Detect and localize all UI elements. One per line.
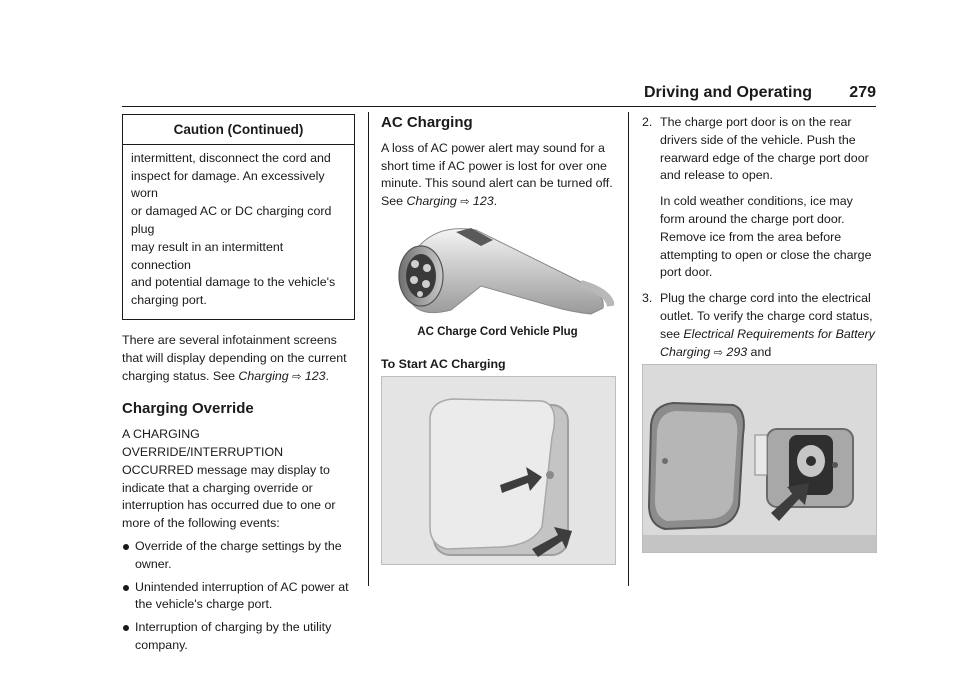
- charging-override-heading: Charging Override: [122, 400, 254, 418]
- ac-power-paragraph: A loss of AC power alert may sound for a short time if AC power is lost for over one minute. This sound alert can be turned off. See Charging ⇨ 123.: [381, 140, 613, 209]
- column-divider-1: [368, 112, 369, 586]
- column-1: [122, 114, 355, 655]
- header-page-number: 279: [849, 84, 876, 101]
- caution-box: [122, 114, 355, 320]
- bullet-item: Unintended interruption of AC power at the vehicle's charge port.: [122, 579, 355, 615]
- step-text: The charge port door is on the rear drivers side of the vehicle. Push the rearward edge of the charge port door and release to open.: [660, 115, 869, 183]
- bullet-item: Override of the charge settings by the owner.: [122, 538, 355, 574]
- column-2: [381, 114, 614, 396]
- step-number: 2.: [642, 115, 653, 129]
- infotainment-paragraph: There are several infotainment screens that will display depending on the current charging status. See Charging ⇨ 123.: [122, 332, 347, 383]
- charge-port-door-closed-photo: [381, 376, 616, 565]
- figure-caption: AC Charge Cord Vehicle Plug: [417, 325, 578, 338]
- caution-line: inspect for damage. An excessively worn: [131, 168, 325, 201]
- page-ref-number[interactable]: 123: [304, 368, 326, 383]
- step-2: [642, 114, 875, 185]
- caution-line: charging port.: [131, 293, 207, 308]
- caution-line: intermittent, disconnect the cord and: [131, 150, 331, 165]
- caution-line: or damaged AC or DC charging cord plug: [131, 204, 332, 236]
- step-number: 3.: [642, 291, 653, 306]
- cold-weather-note: In cold weather conditions, ice may form around the charge port door. Remove ice from the area before attempting to open or close the charge port door.: [660, 194, 872, 280]
- bullet-item: Interruption of charging by the utility company.: [122, 619, 355, 655]
- column-divider-2: [628, 112, 629, 586]
- caution-title: Caution (Continued): [123, 115, 354, 145]
- charge-port-open-photo: [642, 364, 877, 553]
- caution-line: and potential damage to the vehicle's: [131, 275, 336, 290]
- override-paragraph: A CHARGING OVERRIDE/INTERRUPTION OCCURRED message may display to indicate that a charging override or interruption has occurred due to one or more of the following events:: [122, 427, 336, 531]
- charge-plug-illustration: [381, 222, 614, 320]
- page-ref-number[interactable]: 293: [726, 344, 748, 359]
- electrical-requirements-link[interactable]: Electrical Requirements for Battery Charging: [660, 326, 875, 359]
- page-ref-arrow-icon: ⇨: [713, 346, 723, 359]
- charging-link[interactable]: Charging: [238, 368, 289, 383]
- charging-link[interactable]: Charging: [406, 194, 457, 209]
- page-header: [122, 84, 876, 107]
- caution-line: may result in an intermittent connection: [131, 239, 284, 272]
- header-section-title: Driving and Operating: [643, 84, 812, 101]
- step-3: 3. Plug the charge cord into the electrical outlet. To verify the charge cord status, see Electrical Requirements for Battery Charging ⇨ 293 and: [642, 290, 875, 418]
- to-start-ac-charging-heading: To Start AC Charging: [381, 356, 506, 371]
- page-ref-number[interactable]: 123: [472, 194, 494, 209]
- page-ref-arrow-icon: ⇨: [292, 370, 302, 383]
- page-ref-arrow-icon: ⇨: [460, 196, 470, 209]
- ac-charging-heading: AC Charging: [381, 114, 473, 131]
